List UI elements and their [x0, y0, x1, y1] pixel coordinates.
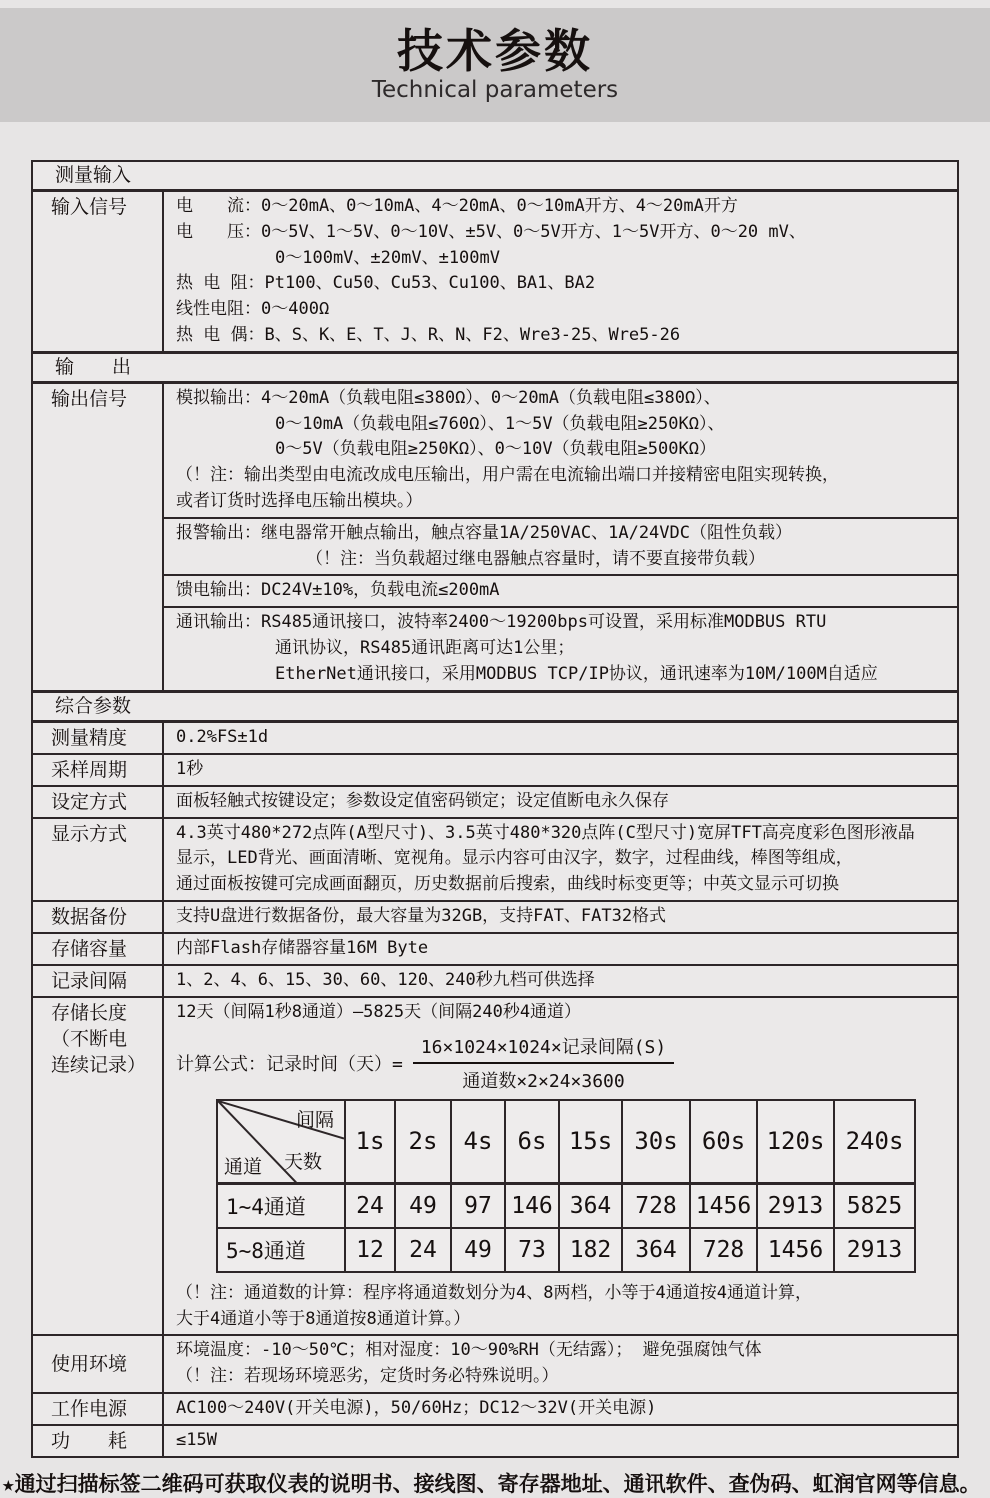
row-label: 使用环境 — [33, 1336, 164, 1392]
formula-prefix: 计算公式：记录时间（天）= — [176, 1053, 403, 1075]
storage-formula — [176, 1033, 949, 1093]
spec-line: 1、2、4、6、15、30、60、120、240秒九档可供选择 — [176, 969, 595, 990]
matrix-col-header: 120s — [757, 1100, 834, 1184]
row-output-signal — [33, 384, 957, 690]
section-header-general — [33, 690, 957, 723]
spec-line: 热 电 阻：Pt100、Cu50、Cu53、Cu100、BA1、BA2 — [176, 273, 596, 294]
spec-line: 面板轻触式按键设定；参数设定值密码锁定；设定值断电永久保存 — [176, 790, 669, 811]
matrix-row-1-4 — [217, 1184, 915, 1228]
spec-line: 热 电 偶：B、S、K、E、T、J、R、N、F2、Wre3-25、Wre5-26 — [176, 324, 681, 345]
matrix-cell: 1456 — [690, 1184, 757, 1228]
spec-line: 或者订货时选择电压输出模块。） — [176, 490, 423, 511]
row-consumption — [33, 1424, 957, 1456]
spec-table — [31, 160, 959, 1458]
matrix-col-header: 30s — [622, 1100, 690, 1184]
matrix-header-row — [217, 1100, 915, 1184]
row-content — [164, 192, 957, 351]
row-content — [164, 755, 957, 785]
matrix-cell: 728 — [690, 1228, 757, 1272]
matrix-cell: 146 — [505, 1184, 559, 1228]
spec-line: ≤15W — [176, 1429, 217, 1450]
label-line: （不断电 — [51, 1027, 128, 1050]
row-content — [164, 787, 957, 817]
analog-output-block — [164, 384, 957, 517]
row-label — [33, 998, 164, 1334]
row-environment — [33, 1334, 957, 1392]
matrix-col-header: 60s — [690, 1100, 757, 1184]
matrix-cell: 24 — [345, 1184, 395, 1228]
matrix-cell: 1456 — [757, 1228, 834, 1272]
row-capacity — [33, 932, 957, 964]
spec-line: 大于4通道小等于8通道按8通道计算。） — [176, 1308, 471, 1329]
storage-days-matrix — [216, 1099, 916, 1273]
matrix-col-header: 4s — [451, 1100, 505, 1184]
row-content — [164, 902, 957, 932]
matrix-cell: 5825 — [834, 1184, 915, 1228]
section-header-output — [33, 351, 957, 384]
spec-line: （！注：若现场环境恶劣，定货时务必特殊说明。） — [176, 1366, 559, 1387]
label-line: 存储长度 — [51, 1001, 128, 1024]
row-content — [164, 1394, 957, 1424]
row-power — [33, 1392, 957, 1424]
row-label: 功 耗 — [33, 1426, 164, 1456]
spec-line: 环境温度：-10～50℃；相对湿度：10～90%RH（无结露）； 避免强腐蚀气体 — [176, 1340, 762, 1361]
formula-numerator: 16×1024×1024×记录间隔(S) — [413, 1033, 674, 1064]
row-label: 工作电源 — [33, 1394, 164, 1424]
row-content — [164, 934, 957, 964]
storage-note — [176, 1281, 949, 1333]
row-label: 显示方式 — [33, 819, 164, 900]
formula-denominator: 通道数×2×24×3600 — [462, 1070, 625, 1092]
spec-line: 馈电输出：DC24V±10%，负载电流≤200mA — [176, 580, 500, 601]
row-storage-length — [33, 996, 957, 1334]
matrix-col-header: 15s — [559, 1100, 622, 1184]
spec-line: AC100～240V(开关电源)，50/60Hz；DC12～32V(开关电源) — [176, 1398, 657, 1419]
footnote-text: ★通过扫描标签二维码可获取仪表的说明书、接线图、寄存器地址、通讯软件、查伪码、虹润官网等信息。 — [2, 1471, 981, 1496]
matrix-cell: 2913 — [757, 1184, 834, 1228]
matrix-corner-cell — [217, 1100, 345, 1184]
row-label: 输入信号 — [33, 192, 164, 351]
corner-label-channel: 通道 — [224, 1156, 263, 1179]
spec-line: 通讯输出：RS485通讯接口，波特率2400～19200bps可设置，采用标准MODBUS RTU — [176, 612, 827, 633]
row-sampling — [33, 753, 957, 785]
matrix-cell: 97 — [451, 1184, 505, 1228]
spec-line: 线性电阻：0～400Ω — [176, 299, 330, 320]
row-setting — [33, 785, 957, 817]
row-content — [164, 723, 957, 753]
matrix-cell: 12 — [345, 1228, 395, 1272]
row-input-signal — [33, 192, 957, 351]
spec-line: 支持U盘进行数据备份，最大容量为32GB，支持FAT、FAT32格式 — [176, 905, 667, 926]
matrix-cell: 24 — [395, 1228, 451, 1272]
row-content — [164, 1426, 957, 1456]
row-label: 数据备份 — [33, 902, 164, 932]
row-display — [33, 817, 957, 900]
page-title: 技术参数 — [397, 24, 593, 79]
corner-label-days: 天数 — [284, 1150, 323, 1173]
storage-range-line: 12天（间隔1秒8通道）—5825天（间隔240秒4通道） — [176, 1001, 582, 1022]
spec-line: 0.2%FS±1d — [176, 726, 269, 747]
spec-line: 通讯协议，RS485通讯距离可达1公里； — [275, 637, 575, 658]
spec-line: 通过面板按键可完成画面翻页，历史数据前后搜索，曲线时标变更等；中英文显示可切换 — [176, 874, 839, 895]
spec-line: （！注：输出类型由电流改成电压输出，用户需在电流输出端口并接精密电阻实现转换， — [176, 465, 839, 486]
matrix-cell: 2913 — [834, 1228, 915, 1272]
row-content — [164, 1336, 957, 1392]
matrix-row-5-8 — [217, 1228, 915, 1272]
matrix-cell: 182 — [559, 1228, 622, 1272]
row-accuracy — [33, 723, 957, 753]
spec-line: 1秒 — [176, 758, 204, 779]
matrix-col-header: 2s — [395, 1100, 451, 1184]
row-label: 设定方式 — [33, 787, 164, 817]
spec-line: 4.3英寸480*272点阵(A型尺寸)、3.5英寸480*320点阵(C型尺寸)宽屏TFT高亮度彩色图形液晶 — [176, 822, 915, 843]
spec-line: 显示，LED背光、画面清晰、宽视角。显示内容可由汉字，数字，过程曲线，棒图等组成， — [176, 848, 853, 869]
section-label: 测量输入 — [55, 164, 132, 186]
spec-line: （！注：通道数的计算：程序将通道数划分为4、8两档，小等于4通道按4通道计算， — [176, 1282, 812, 1303]
matrix-cell: 73 — [505, 1228, 559, 1272]
row-content — [164, 966, 957, 996]
spec-line: 电 压：0～5V、1～5V、0～10V、±5V、0～5V开方、1～5V开方、0～20 mV、 — [176, 221, 806, 242]
spec-line: 电 流：0～20mA、0～10mA、4～20mA、0～10mA开方、4～20mA开方 — [176, 196, 738, 216]
matrix-cell: 49 — [451, 1228, 505, 1272]
matrix-cell: 49 — [395, 1184, 451, 1228]
matrix-cell: 728 — [622, 1184, 690, 1228]
label-line: 连续记录） — [51, 1053, 147, 1076]
header-band — [0, 8, 990, 122]
row-backup — [33, 900, 957, 932]
spec-line: （！注：当负载超过继电器触点容量时，请不要直接带负载） — [306, 548, 765, 569]
spec-line: 0～10mA（负载电阻≤760Ω）、1～5V（负载电阻≥250KΩ）、 — [275, 413, 725, 434]
spec-line: 报警输出：继电器常开触点输出，触点容量1A/250VAC、1A/24VDC（阻性负载） — [176, 522, 792, 543]
section-label: 输 出 — [55, 355, 132, 378]
comm-output-block — [164, 606, 957, 689]
page-subtitle: Technical parameters — [371, 76, 619, 103]
row-label: 输出信号 — [33, 384, 164, 690]
spec-line: 0～100mV、±20mV、±100mV — [275, 247, 500, 268]
feed-output-block — [164, 574, 957, 606]
matrix-col-header: 240s — [834, 1100, 915, 1184]
matrix-row-label: 5~8通道 — [217, 1228, 345, 1272]
row-label: 测量精度 — [33, 723, 164, 753]
matrix-cell: 364 — [559, 1184, 622, 1228]
row-label: 存储容量 — [33, 934, 164, 964]
spec-line: 模拟输出：4～20mA（负载电阻≤380Ω）、0～20mA（负载电阻≤380Ω）、 — [176, 387, 721, 408]
matrix-col-header: 1s — [345, 1100, 395, 1184]
spec-line: 内部Flash存储器容量16M Byte — [176, 937, 429, 958]
row-label: 采样周期 — [33, 755, 164, 785]
formula-fraction — [413, 1033, 674, 1093]
matrix-col-header: 6s — [505, 1100, 559, 1184]
row-interval — [33, 964, 957, 996]
section-label: 综合参数 — [55, 694, 132, 717]
section-header-measure-input — [33, 162, 957, 192]
spec-line: EtherNet通讯接口，采用MODBUS TCP/IP协议，通讯速率为10M/100M自适应 — [275, 663, 878, 684]
row-content — [164, 819, 957, 900]
alarm-output-block — [164, 517, 957, 575]
row-content — [164, 998, 957, 1334]
row-content — [164, 384, 957, 690]
spec-line: 0～5V（负载电阻≥250KΩ）、0～10V（负载电阻≥500KΩ） — [275, 439, 716, 460]
matrix-row-label: 1~4通道 — [217, 1184, 345, 1228]
row-label: 记录间隔 — [33, 966, 164, 996]
matrix-cell: 364 — [622, 1228, 690, 1272]
corner-label-interval: 间隔 — [295, 1108, 334, 1131]
